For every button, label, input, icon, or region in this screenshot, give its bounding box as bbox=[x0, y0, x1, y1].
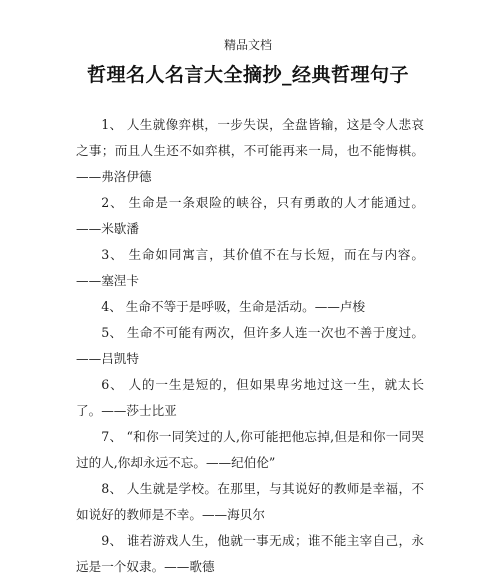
quote-paragraph-2: 2、 生命是一条艰险的峡谷，只有勇敢的人才能通过。——米歇潘 bbox=[76, 195, 424, 236]
quote-paragraph-6: 6、 人的一生是短的，但如果卑劣地过这一生，就太长了。——莎士比亚 bbox=[76, 377, 424, 418]
page-title: 哲理名人名言大全摘抄_经典哲理句子 bbox=[86, 64, 409, 86]
quote-paragraph-4: 4、 生命不等于是呼吸，生命是活动。——卢梭 bbox=[101, 299, 366, 314]
page-header-label: 精品文档 bbox=[223, 38, 272, 52]
quote-paragraph-8: 8、 人生就是学校。在那里，与其说好的教师是幸福，不如说好的教师是不幸。——海贝尔 bbox=[76, 481, 424, 522]
quote-paragraph-1: 1、 人生就像弈棋，一步失误，全盘皆输，这是令人悲哀之事；而且人生还不如弈棋，不可能再来一局，也不能悔棋。——弗洛伊德 bbox=[76, 117, 424, 184]
quote-paragraph-9: 9、 谁若游戏人生，他就一事无成；谁不能主宰自己，永远是一个奴隶。——歌德 bbox=[76, 533, 424, 574]
quote-paragraph-7: 7、 “和你一同笑过的人,你可能把他忘掉,但是和你一同哭过的人,你却永远不忘。——纪伯伦” bbox=[76, 429, 424, 470]
quote-paragraph-5: 5、 生命不可能有两次，但许多人连一次也不善于度过。——吕凯特 bbox=[76, 325, 424, 366]
quote-paragraph-3: 3、 生命如同寓言，其价值不在与长短，而在与内容。——塞涅卡 bbox=[76, 247, 424, 288]
quote-list bbox=[76, 112, 424, 580]
